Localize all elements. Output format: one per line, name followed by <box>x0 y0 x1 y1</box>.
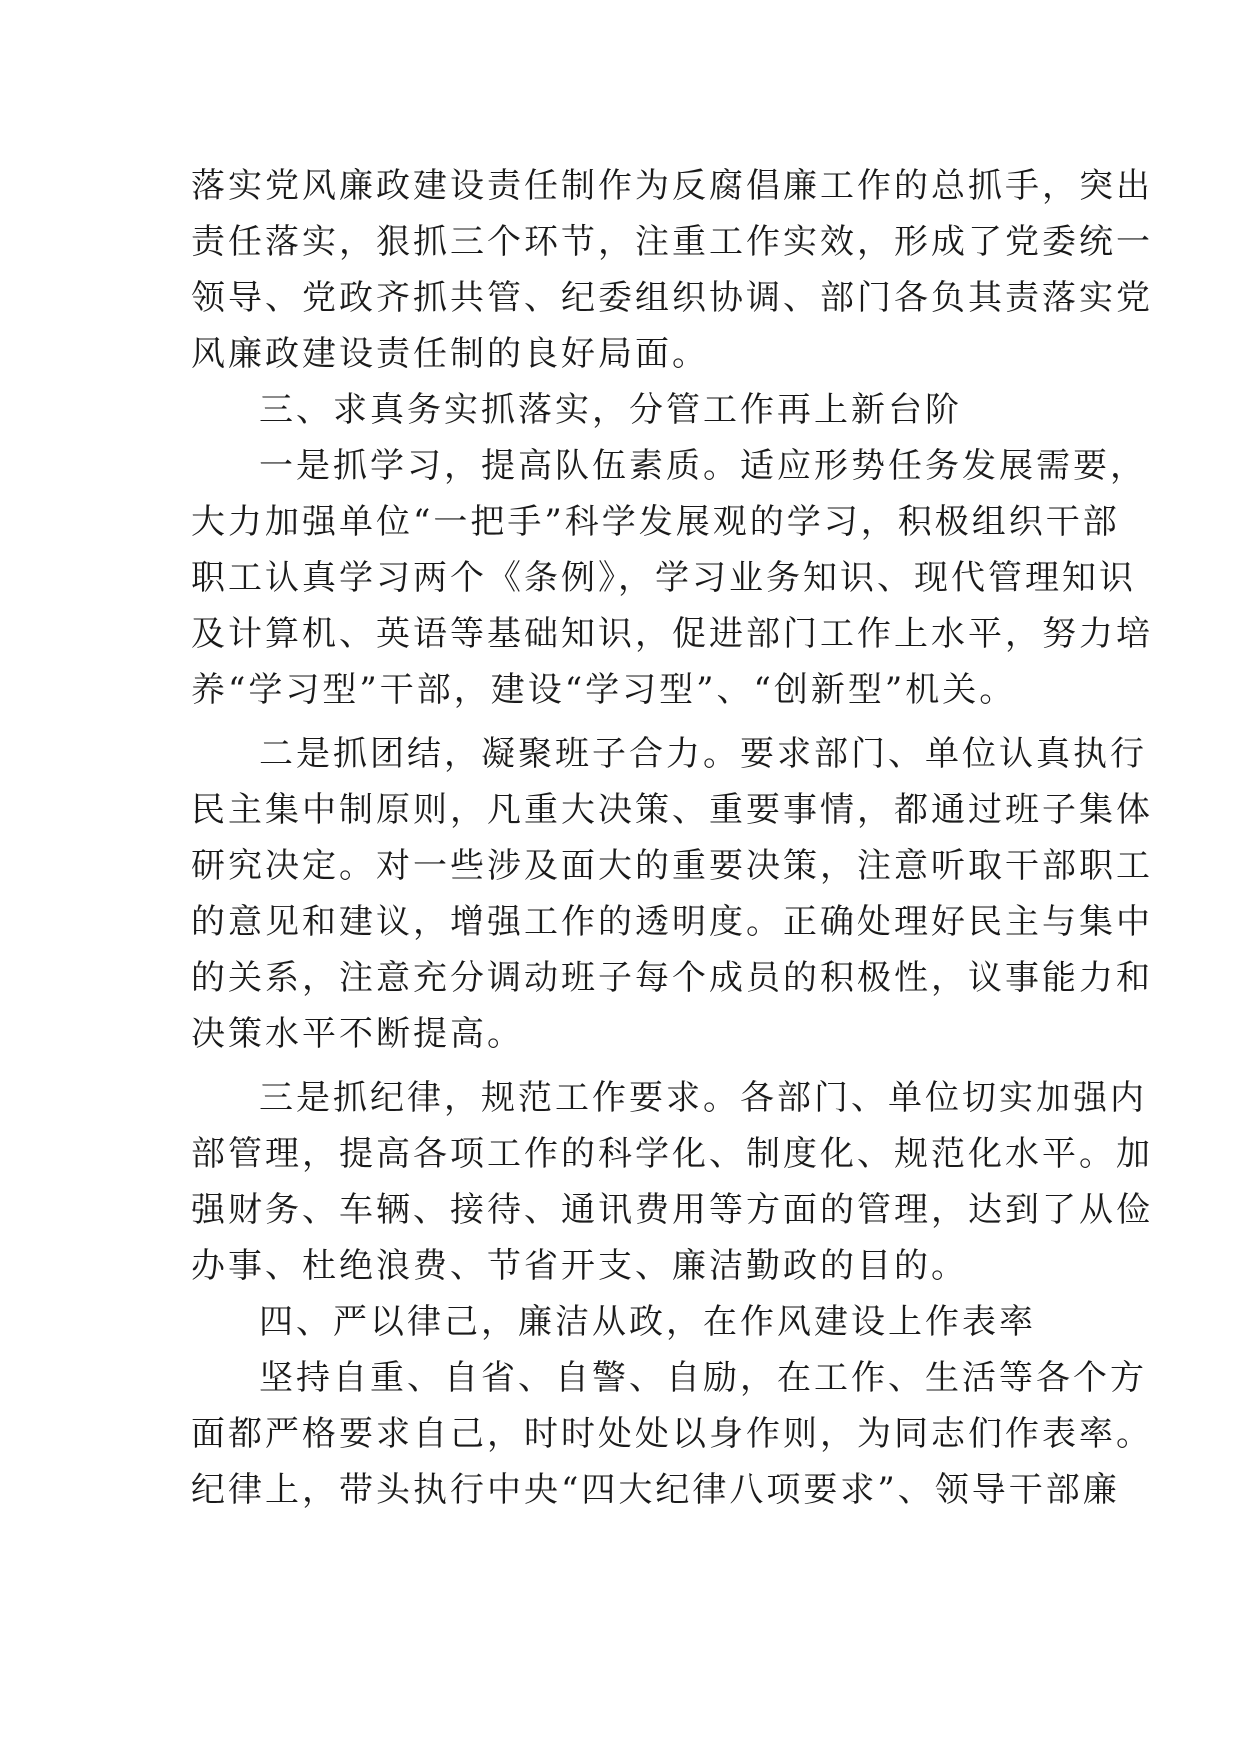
section-heading-4: 四、严以律己，廉洁从政，在作风建设上作表率 <box>259 1302 1036 1342</box>
body-line-4: 风廉政建设责任制的良好局面。 <box>191 334 709 374</box>
body-line-9: 及计算机、英语等基础知识，促进部门工作上水平，努力培 <box>191 614 1153 654</box>
paragraph-unity-start: 二是抓团结，凝聚班子合力。要求部门、单位认真执行 <box>259 734 1147 774</box>
body-line-8: 职工认真学习两个《条例》，学习业务知识、现代管理知识 <box>191 558 1136 598</box>
paragraph-study-start: 一是抓学习，提高队伍素质。适应形势任务发展需要， <box>259 446 1147 486</box>
spacer <box>191 1062 1071 1070</box>
paragraph-discipline-start: 三是抓纪律，规范工作要求。各部门、单位切实加强内 <box>259 1078 1147 1118</box>
document-body <box>191 158 1153 1518</box>
body-line-12: 民主集中制原则，凡重大决策、重要事情，都通过班子集体 <box>191 790 1153 830</box>
section-heading-3: 三、求真务实抓落实，分管工作再上新台阶 <box>259 390 962 430</box>
body-line-15: 的关系，注意充分调动班子每个成员的积极性，议事能力和 <box>191 958 1153 998</box>
body-line-14: 的意见和建议，增强工作的透明度。正确处理好民主与集中 <box>191 902 1153 942</box>
body-line-13: 研究决定。对一些涉及面大的重要决策，注意听取干部职工 <box>191 846 1153 886</box>
body-line-20: 办事、杜绝浪费、节省开支、廉洁勤政的目的。 <box>191 1246 968 1286</box>
body-line-24: 纪律上，带头执行中央“四大纪律八项要求”、领导干部廉 <box>191 1470 1120 1510</box>
body-line-18: 部管理，提高各项工作的科学化、制度化、规范化水平。加 <box>191 1134 1153 1174</box>
body-line-2: 责任落实，狠抓三个环节，注重工作实效，形成了党委统一 <box>191 222 1153 262</box>
paragraph-selfdiscipline-start: 坚持自重、自省、自警、自励，在工作、生活等各个方 <box>259 1358 1147 1398</box>
body-line-16: 决策水平不断提高。 <box>191 1014 524 1054</box>
body-line-10: 养“学习型”干部，建设“学习型”、“创新型”机关。 <box>191 670 1017 710</box>
spacer <box>191 718 1071 726</box>
body-line-1: 落实党风廉政建设责任制作为反腐倡廉工作的总抓手，突出 <box>191 166 1153 206</box>
body-line-19: 强财务、车辆、接待、通讯费用等方面的管理，达到了从俭 <box>191 1190 1153 1230</box>
body-line-7: 大力加强单位“一把手”科学发展观的学习，积极组织干部 <box>191 502 1120 542</box>
body-line-23: 面都严格要求自己，时时处处以身作则，为同志们作表率。 <box>191 1414 1153 1454</box>
body-line-3: 领导、党政齐抓共管、纪委组织协调、部门各负其责落实党 <box>191 278 1153 318</box>
